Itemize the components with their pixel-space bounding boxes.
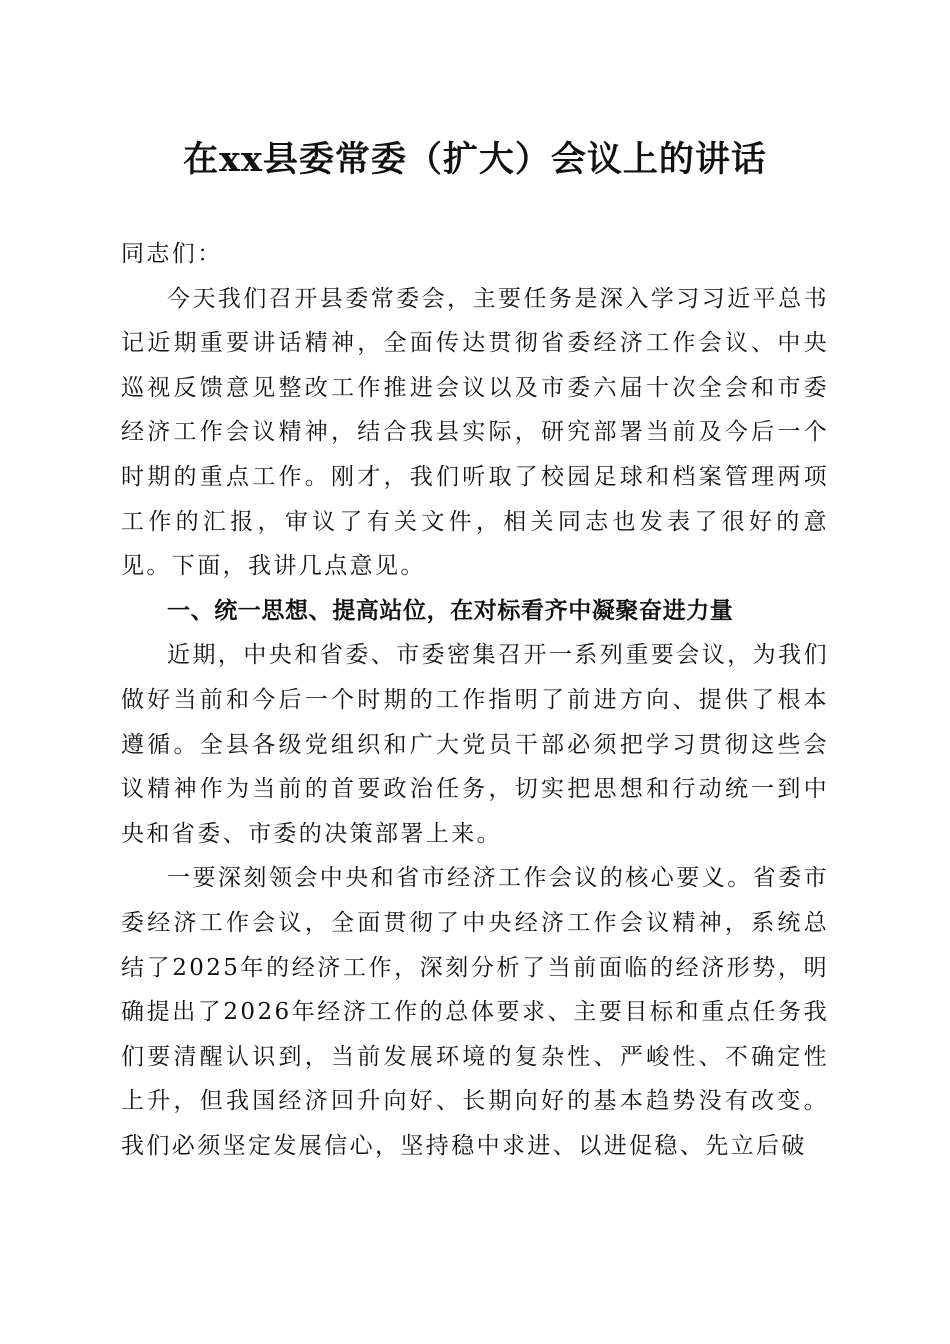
section-heading-1: 一、统一思想、提高站位，在对标看齐中凝聚奋进力量: [167, 597, 734, 624]
greeting: 同志们：: [121, 241, 223, 267]
document-title: 在xx县委常委（扩大）会议上的讲话: [183, 139, 767, 180]
paragraph-section-1: 近期，中央和省委、市委密集召开一系列重要会议，为我们做好当前和今后一个时期的工作指明了前进方向、提供了根本遵循。全县各级党组织和广大党员干部必须把学习贯彻这些会议精神作为当前的首要政治任务，切实把思想和行动统一到中央和省委、市委的决策部署上来。: [121, 642, 829, 847]
document-body: [121, 232, 829, 1168]
paragraph-intro: 今天我们召开县委常委会，主要任务是深入学习习近平总书记近期重要讲话精神，全面传达贯彻省委经济工作会议、中央巡视反馈意见整改工作推进会议以及市委六届十次全会和市委经济工作会议精神，结合我县实际，研究部署当前及今后一个时期的重点工作。刚才，我们听取了校园足球和档案管理两项工作的汇报，审议了有关文件，相关同志也发表了很好的意见。下面，我讲几点意见。: [121, 285, 829, 580]
paragraph-point-1: 一要深刻领会中央和省市经济工作会议的核心要义。省委市委经济工作会议，全面贯彻了中央经济工作会议精神，系统总结了2025年的经济工作，深刻分析了当前面临的经济形势，明确提出了2026年经济工作的总体要求、主要目标和重点任务我们要清醒认识到，当前发展环境的复杂性、严峻性、不确定性上升，但我国经济回升向好、长期向好的基本趋势没有改变。我们必须坚定发展信心，坚持稳中求进、以进促稳、先立后破: [121, 865, 829, 1159]
